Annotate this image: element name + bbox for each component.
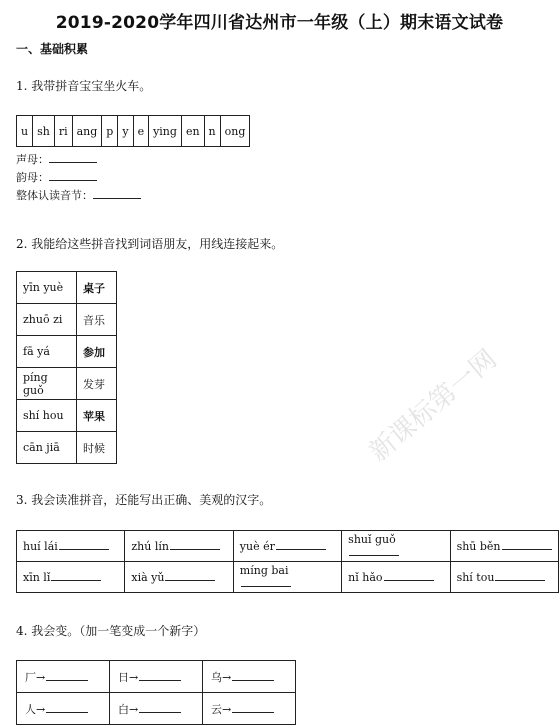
answer-blank[interactable] — [232, 680, 274, 681]
answer-blank[interactable] — [165, 580, 215, 581]
base-character: 日→ — [118, 670, 139, 684]
pinyin-cell: píng guǒ — [17, 368, 77, 400]
page-title: 2019-2020学年四川省达州市一年级（上）期末语文试卷 — [55, 13, 504, 33]
base-character: 白→ — [118, 702, 139, 716]
match-row — [17, 304, 117, 336]
word-cell[interactable]: 音乐 — [77, 304, 117, 336]
answer-blank[interactable] — [59, 549, 109, 550]
answer-blank[interactable] — [349, 555, 399, 556]
syllable-cell: ang — [72, 116, 102, 147]
section-heading: 一、基础积累 — [16, 42, 89, 56]
pinyin-cell: shí hou — [17, 400, 77, 432]
pinyin-text: nǐ hǎo — [348, 570, 383, 584]
stroke-row — [17, 661, 296, 693]
stroke-cell[interactable] — [203, 661, 296, 693]
whole-syllables-label: 整体认读音节： — [16, 189, 93, 202]
finals-line — [16, 169, 97, 185]
answer-blank[interactable] — [502, 549, 552, 550]
watermark-text: 新课标第一网 — [363, 344, 503, 468]
initials-label: 声母： — [16, 153, 49, 166]
initials-answer-blank[interactable] — [49, 162, 97, 163]
syllable-cell: e — [133, 116, 149, 147]
syllable-cell: sh — [33, 116, 55, 147]
syllable-cell: en — [181, 116, 204, 147]
pinyin-text: zhú lín — [131, 539, 169, 553]
stroke-cell[interactable] — [17, 661, 110, 693]
stroke-cell[interactable] — [110, 661, 203, 693]
pinyin-text: yuè ér — [239, 539, 275, 553]
pinyin-word-match-table — [16, 271, 117, 464]
stroke-row — [17, 693, 296, 725]
pinyin-cell: fā yá — [17, 336, 77, 368]
question-3-prompt: 3. 我会读准拼音，还能写出正确、美观的汉字。 — [16, 493, 272, 507]
answer-blank[interactable] — [170, 549, 220, 550]
match-row — [17, 400, 117, 432]
writing-cell[interactable] — [17, 562, 125, 593]
word-cell[interactable]: 发芽 — [77, 368, 117, 400]
answer-blank[interactable] — [384, 580, 434, 581]
finals-answer-blank[interactable] — [49, 180, 97, 181]
base-character: 人→ — [25, 702, 46, 716]
pinyin-cell: zhuō zi — [17, 304, 77, 336]
writing-cell[interactable] — [233, 531, 341, 562]
pinyin-writing-table — [16, 530, 559, 593]
match-row — [17, 272, 117, 304]
syllable-cell: y — [118, 116, 133, 147]
writing-cell[interactable] — [125, 531, 233, 562]
syllable-cell: ong — [220, 116, 250, 147]
stroke-cell[interactable] — [17, 693, 110, 725]
stroke-cell[interactable] — [110, 693, 203, 725]
writing-cell[interactable] — [233, 562, 341, 593]
writing-cell[interactable] — [342, 531, 450, 562]
answer-blank[interactable] — [46, 680, 88, 681]
answer-blank[interactable] — [139, 680, 181, 681]
match-row — [17, 368, 117, 400]
word-cell[interactable]: 时候 — [77, 432, 117, 464]
initials-line — [16, 151, 97, 167]
finals-label: 韵母： — [16, 171, 49, 184]
writing-cell[interactable] — [125, 562, 233, 593]
match-row — [17, 336, 117, 368]
pinyin-cell: yīn yuè — [17, 272, 77, 304]
syllable-cell: n — [204, 116, 220, 147]
writing-row — [17, 531, 559, 562]
add-stroke-table — [16, 660, 296, 725]
question-1-prompt: 1. 我带拼音宝宝坐火车。 — [16, 79, 152, 93]
pinyin-text: shū běn — [456, 539, 501, 553]
answer-blank[interactable] — [241, 586, 291, 587]
writing-cell[interactable] — [450, 531, 558, 562]
base-character: 云→ — [211, 702, 232, 716]
pinyin-text: xià yǔ — [131, 570, 165, 584]
word-cell[interactable]: 苹果 — [77, 400, 117, 432]
writing-cell[interactable] — [450, 562, 558, 593]
match-row — [17, 432, 117, 464]
word-cell[interactable]: 参加 — [77, 336, 117, 368]
stroke-cell[interactable] — [203, 693, 296, 725]
whole-syllables-line — [16, 187, 141, 203]
syllable-row — [17, 116, 250, 147]
question-4-prompt: 4. 我会变。（加一笔变成一个新字） — [16, 624, 206, 638]
writing-cell[interactable] — [17, 531, 125, 562]
writing-cell[interactable] — [342, 562, 450, 593]
answer-blank[interactable] — [51, 580, 101, 581]
word-cell[interactable]: 桌子 — [77, 272, 117, 304]
pinyin-text: xīn lǐ — [23, 570, 51, 584]
base-character: 乌→ — [211, 670, 232, 684]
writing-row — [17, 562, 559, 593]
pinyin-cell: cān jiā — [17, 432, 77, 464]
syllable-cell: p — [102, 116, 118, 147]
answer-blank[interactable] — [276, 549, 326, 550]
answer-blank[interactable] — [495, 580, 545, 581]
pinyin-text: shuǐ guǒ — [348, 533, 396, 546]
syllable-train-table — [16, 115, 250, 147]
pinyin-text: huí lái — [23, 539, 58, 553]
syllable-cell: ying — [149, 116, 182, 147]
syllable-cell: ri — [54, 116, 72, 147]
whole-syllables-answer-blank[interactable] — [93, 198, 141, 199]
pinyin-text: míng bai — [239, 564, 289, 577]
pinyin-text: shí tou — [456, 570, 495, 584]
base-character: 厂→ — [25, 670, 46, 684]
question-2-prompt: 2. 我能给这些拼音找到词语朋友，用线连接起来。 — [16, 237, 284, 251]
syllable-cell: u — [17, 116, 33, 147]
